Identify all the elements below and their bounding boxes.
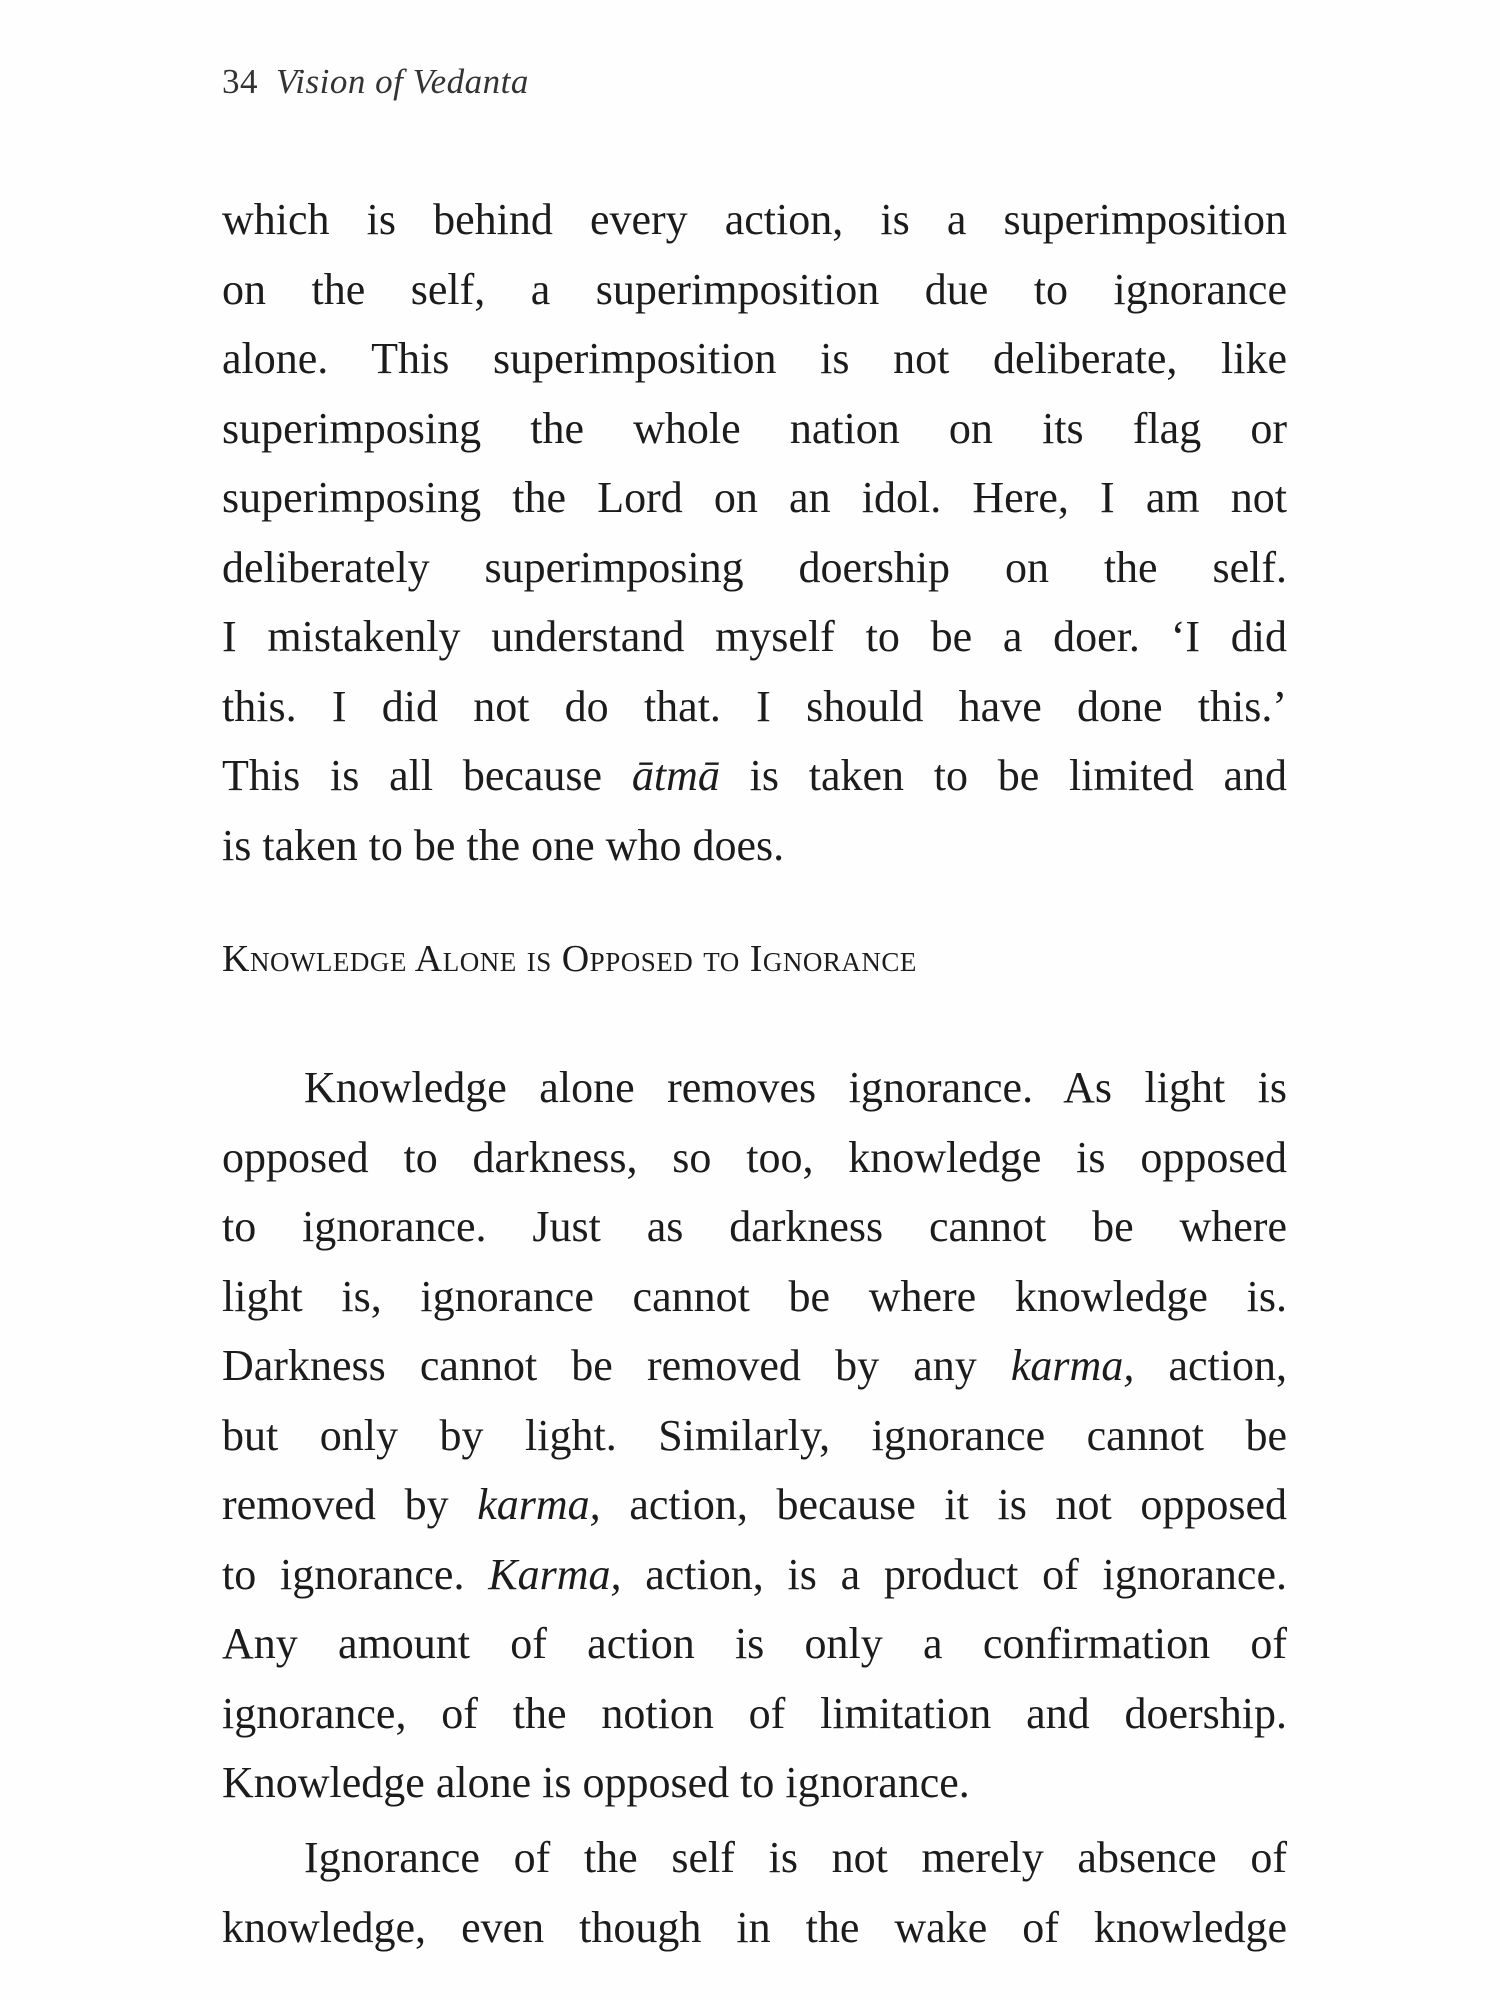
text-line bbox=[222, 1470, 1287, 1540]
body-paragraph-2 bbox=[222, 1053, 1287, 1818]
text-line: ignorance, of the notion of limitation and doership. bbox=[222, 1688, 1287, 1738]
body-paragraph-3 bbox=[222, 1823, 1287, 1962]
text-line bbox=[222, 1540, 1287, 1610]
text-run: This is all because bbox=[222, 751, 632, 800]
text-run: removed by bbox=[222, 1480, 478, 1529]
text-line: alone. This superimposition is not deliberate, like bbox=[222, 334, 1287, 383]
sanskrit-term: ātmā bbox=[631, 751, 720, 800]
text-line: but only by light. Similarly, ignorance cannot be bbox=[222, 1410, 1287, 1460]
text-line: deliberately superimposing doership on the self. bbox=[222, 542, 1287, 592]
body-paragraph-1 bbox=[222, 185, 1287, 880]
text-line: to ignorance. Just as darkness cannot be where bbox=[222, 1202, 1287, 1251]
sanskrit-term: karma, bbox=[477, 1480, 601, 1529]
text-line: knowledge, even though in the wake of knowledge bbox=[222, 1902, 1287, 1952]
text-line: I mistakenly understand myself to be a doer. ‘I did bbox=[222, 612, 1287, 661]
section-heading: Knowledge Alone is Opposed to Ignorance bbox=[222, 938, 917, 980]
text-line: light is, ignorance cannot be where knowledge is. bbox=[222, 1271, 1287, 1321]
text-line: on the self, a superimposition due to ignorance bbox=[222, 264, 1287, 314]
text-line: which is behind every action, is a superimposition bbox=[222, 195, 1287, 244]
book-title: Vision of Vedanta bbox=[276, 62, 529, 101]
sanskrit-term: Karma, bbox=[488, 1549, 622, 1599]
text-line: Any amount of action is only a confirmation of bbox=[222, 1619, 1287, 1668]
text-run: action, bbox=[1134, 1341, 1287, 1390]
text-run: action, because it is not opposed bbox=[600, 1480, 1288, 1529]
sanskrit-term: karma, bbox=[1010, 1341, 1135, 1390]
text-run: to ignorance. bbox=[222, 1549, 489, 1599]
text-line bbox=[222, 741, 1287, 811]
page-number: 34 bbox=[222, 62, 258, 101]
text-line: is taken to be the one who does. bbox=[222, 820, 785, 870]
text-line bbox=[222, 1331, 1287, 1401]
text-line: this. I did not do that. I should have done this.’ bbox=[222, 681, 1287, 731]
text-run: action, is a product of ignorance. bbox=[621, 1549, 1287, 1599]
text-run: Darkness cannot be removed by any bbox=[222, 1341, 1011, 1390]
text-line: Knowledge alone is opposed to ignorance. bbox=[222, 1758, 970, 1807]
text-run: is taken to be limited and bbox=[719, 751, 1287, 800]
text-line: opposed to darkness, so too, knowledge is opposed bbox=[222, 1132, 1287, 1182]
text-line: Ignorance of the self is not merely absence of bbox=[304, 1833, 1287, 1882]
text-line: superimposing the whole nation on its flag or bbox=[222, 403, 1287, 453]
running-head bbox=[222, 62, 529, 102]
text-line: superimposing the Lord on an idol. Here, I am not bbox=[222, 473, 1287, 522]
text-line: Knowledge alone removes ignorance. As light is bbox=[304, 1063, 1287, 1112]
